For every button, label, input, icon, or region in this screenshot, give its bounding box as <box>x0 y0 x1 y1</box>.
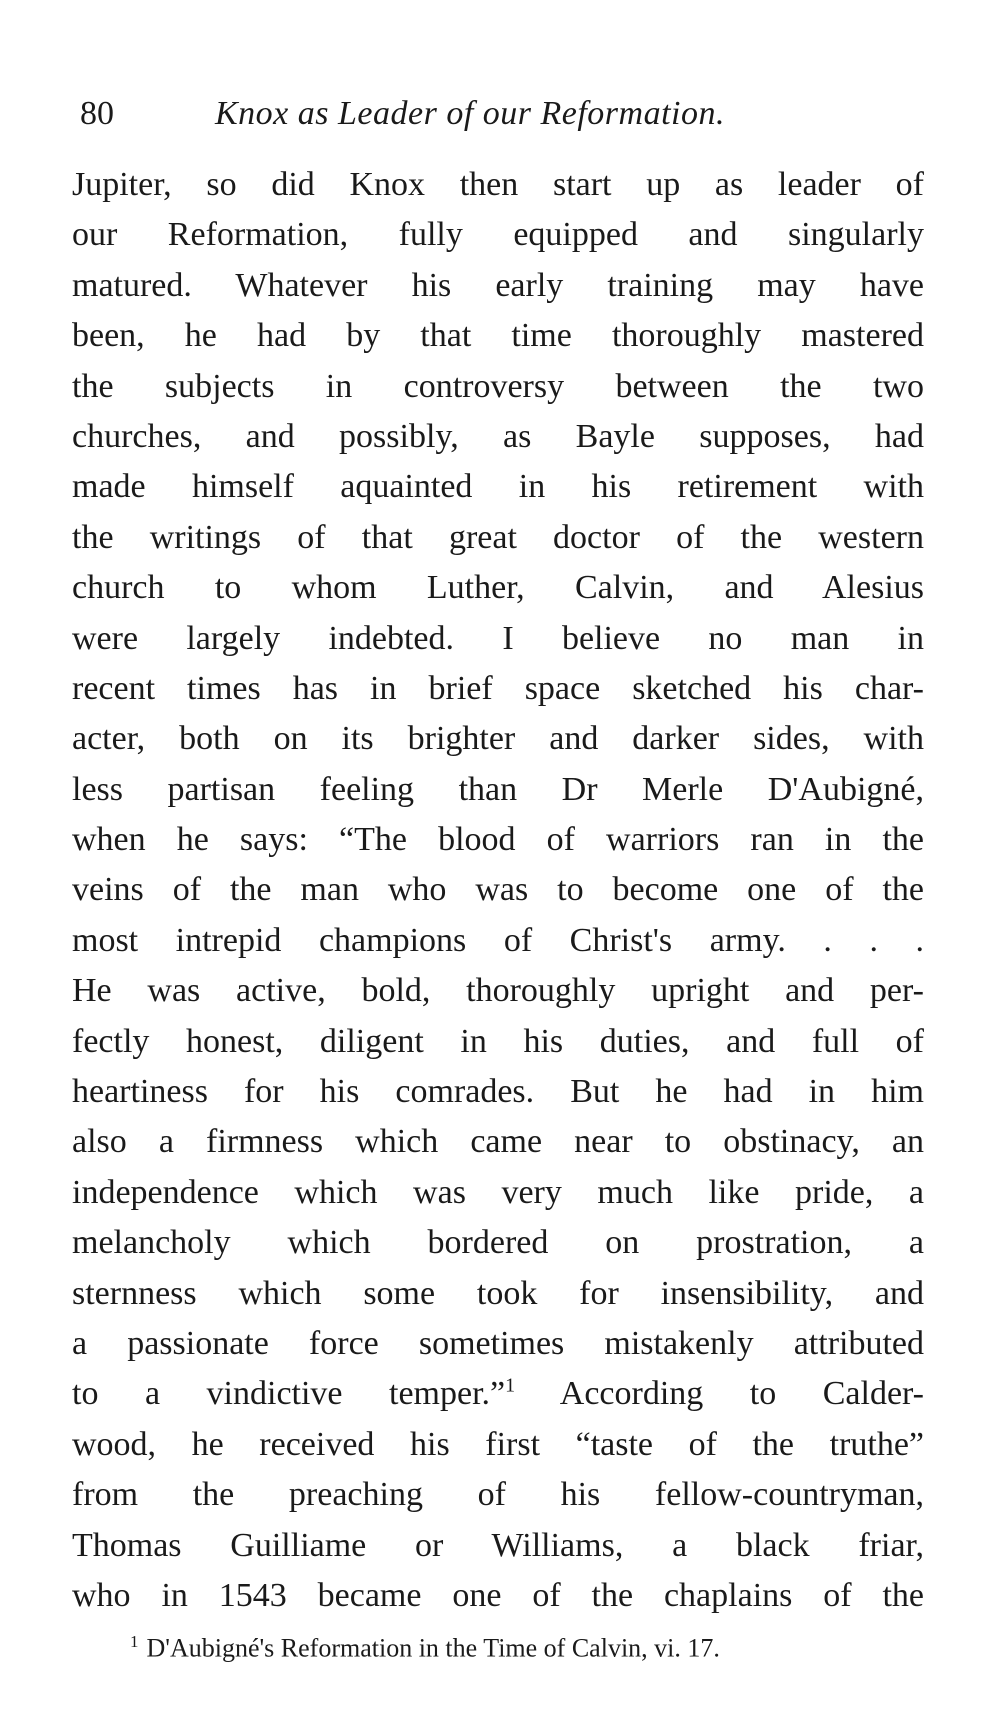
text-line: Thomas Guilliame or Williams, a black friar, <box>72 1526 924 1564</box>
text-line: were largely indebted. I believe no man in <box>72 619 924 657</box>
text-line: heartiness for his comrades. But he had in him <box>72 1073 924 1111</box>
page-number: 80 <box>80 95 114 132</box>
text-line: made himself aquainted in his retirement with <box>72 468 924 506</box>
text-line: most intrepid champions of Christ's army. . . . <box>72 921 924 959</box>
text-line: Jupiter, so did Knox then start up as leader of <box>72 166 924 203</box>
text-line: He was active, bold, thoroughly upright and per- <box>72 972 924 1010</box>
text-line: recent times has in brief space sketched his char- <box>72 669 924 707</box>
text-line: melancholy which bordered on prostration, a <box>72 1224 924 1262</box>
text-line: the subjects in controversy between the two <box>72 367 924 405</box>
footnote <box>130 1625 930 1666</box>
text-line: less partisan feeling than Dr Merle D'Aubigné, <box>72 770 924 808</box>
text-line: churches, and possibly, as Bayle supposes, had <box>72 417 924 455</box>
footnote-mark: 1 <box>130 1632 139 1651</box>
text-line: veins of the man who was to become one of the <box>72 871 924 909</box>
text-line: church to whom Luther, Calvin, and Alesius <box>72 569 924 607</box>
text-line: fectly honest, diligent in his duties, and full of <box>72 1022 924 1060</box>
text-line: been, he had by that time thoroughly mastered <box>72 317 924 355</box>
text-segment: According to Calder- <box>515 1375 924 1413</box>
text-line: who in 1543 became one of the chaplains of the <box>72 1576 924 1614</box>
running-title: Knox as Leader of our Reformation. <box>215 95 725 132</box>
running-head <box>80 92 920 136</box>
text-line: sternness which some took for insensibility, and <box>72 1274 924 1312</box>
footnote-text: D'Aubigné's Reformation in the Time of Calvin, vi. 17. <box>146 1633 720 1663</box>
text-line: matured. Whatever his early training may have <box>72 266 924 304</box>
text-line: when he says: “The blood of warriors ran in the <box>72 821 924 859</box>
text-line: independence which was very much like pride, a <box>72 1173 924 1211</box>
text-line-with-footnote-ref <box>72 1369 924 1419</box>
text-line: wood, he received his first “taste of the truthe” <box>72 1425 924 1463</box>
body-text <box>72 160 924 1621</box>
footnote-reference[interactable]: 1 <box>505 1375 516 1398</box>
text-line: acter, both on its brighter and darker sides, with <box>72 720 924 758</box>
text-line: from the preaching of his fellow-countryman, <box>72 1476 924 1514</box>
text-segment: to a vindictive temper.” <box>72 1375 506 1413</box>
text-line: a passionate force sometimes mistakenly attributed <box>72 1324 924 1362</box>
text-line: our Reformation, fully equipped and singularly <box>72 216 924 254</box>
text-line: also a firmness which came near to obstinacy, an <box>72 1123 924 1161</box>
text-line: the writings of that great doctor of the western <box>72 518 924 556</box>
